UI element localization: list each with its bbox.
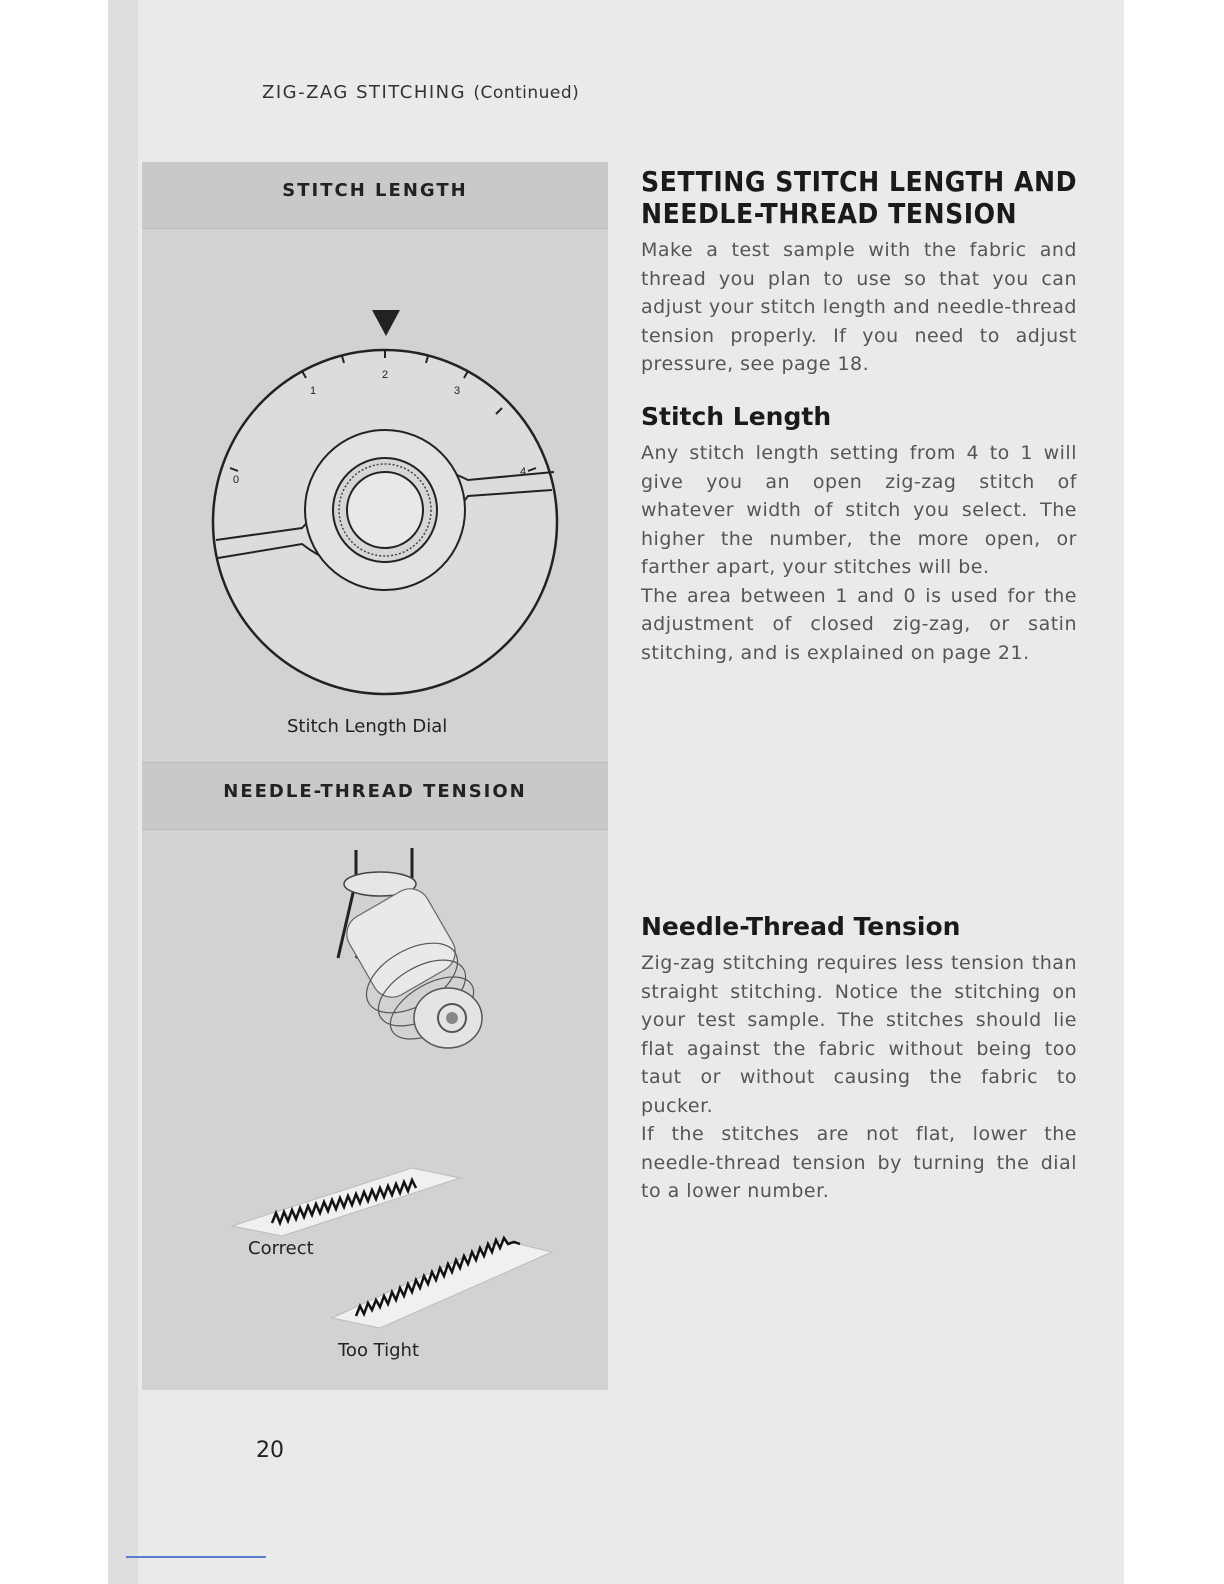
tension-knob-icon — [446, 1012, 458, 1024]
title-line-2: NEEDLE-THREAD TENSION — [641, 197, 1018, 230]
dial-number-0: 0 — [233, 474, 240, 486]
stitch-length-dial-illustration — [142, 228, 608, 698]
tension-section — [641, 912, 1077, 1206]
dial-number-3: 3 — [454, 385, 461, 397]
stitch-length-section — [641, 402, 1077, 667]
intro-block — [641, 236, 1077, 379]
correct-caption: Correct — [248, 1238, 314, 1259]
tension-paragraph-2: If the stitches are not flat, lower the needle-thread tension by turning the dial to a lower number. — [641, 1123, 1077, 1202]
stitch-length-paragraph-1: Any stitch length setting from 4 to 1 will give you an open zig-zag stitch of whatever width of stitch you select. The higher the number, the more open, or farther apart, your stitches will be. — [641, 442, 1077, 578]
dial-pointer-icon — [372, 310, 400, 336]
page-number: 20 — [256, 1438, 284, 1463]
stitch-length-paragraph-2: The area between 1 and 0 is used for the adjustment of closed zig-zag, or satin stitching, and is explained on page 21. — [641, 584, 1077, 664]
header-continued: (Continued) — [473, 83, 580, 103]
dial-number-1: 1 — [310, 385, 317, 397]
tension-subheading: Needle-Thread Tension — [641, 912, 961, 941]
stitch-length-subheading: Stitch Length — [641, 402, 832, 431]
page-edge-shadow — [108, 0, 138, 1584]
dial-caption: Stitch Length Dial — [287, 716, 448, 737]
dial-number-4: 4 — [520, 466, 527, 478]
page-header — [262, 82, 579, 103]
dial-number-2: 2 — [382, 369, 389, 381]
scan-edge-line — [126, 1556, 266, 1558]
dial-knob-center — [347, 472, 423, 548]
intro-paragraph: Make a test sample with the fabric and thread you plan to use so that you can adjust your stitch length and needle-thread tension properly. If you need to adjust pressure, see page 18. — [641, 239, 1077, 375]
title-line-1: SETTING STITCH LENGTH AND — [641, 165, 1078, 198]
header-title: ZIG-ZAG STITCHING — [262, 82, 467, 103]
tension-heading: NEEDLE-THREAD TENSION — [142, 762, 608, 830]
tension-dial-illustration — [142, 828, 608, 1388]
tension-paragraph-1: Zig-zag stitching requires less tension than straight stitching. Notice the stitching on your test sample. The stitches should lie flat against the fabric without being too taut or without causing the fabric to pucker. — [641, 952, 1077, 1117]
stitch-length-heading: STITCH LENGTH — [142, 162, 608, 229]
too-tight-caption: Too Tight — [338, 1340, 420, 1361]
main-section-title — [641, 166, 1077, 230]
